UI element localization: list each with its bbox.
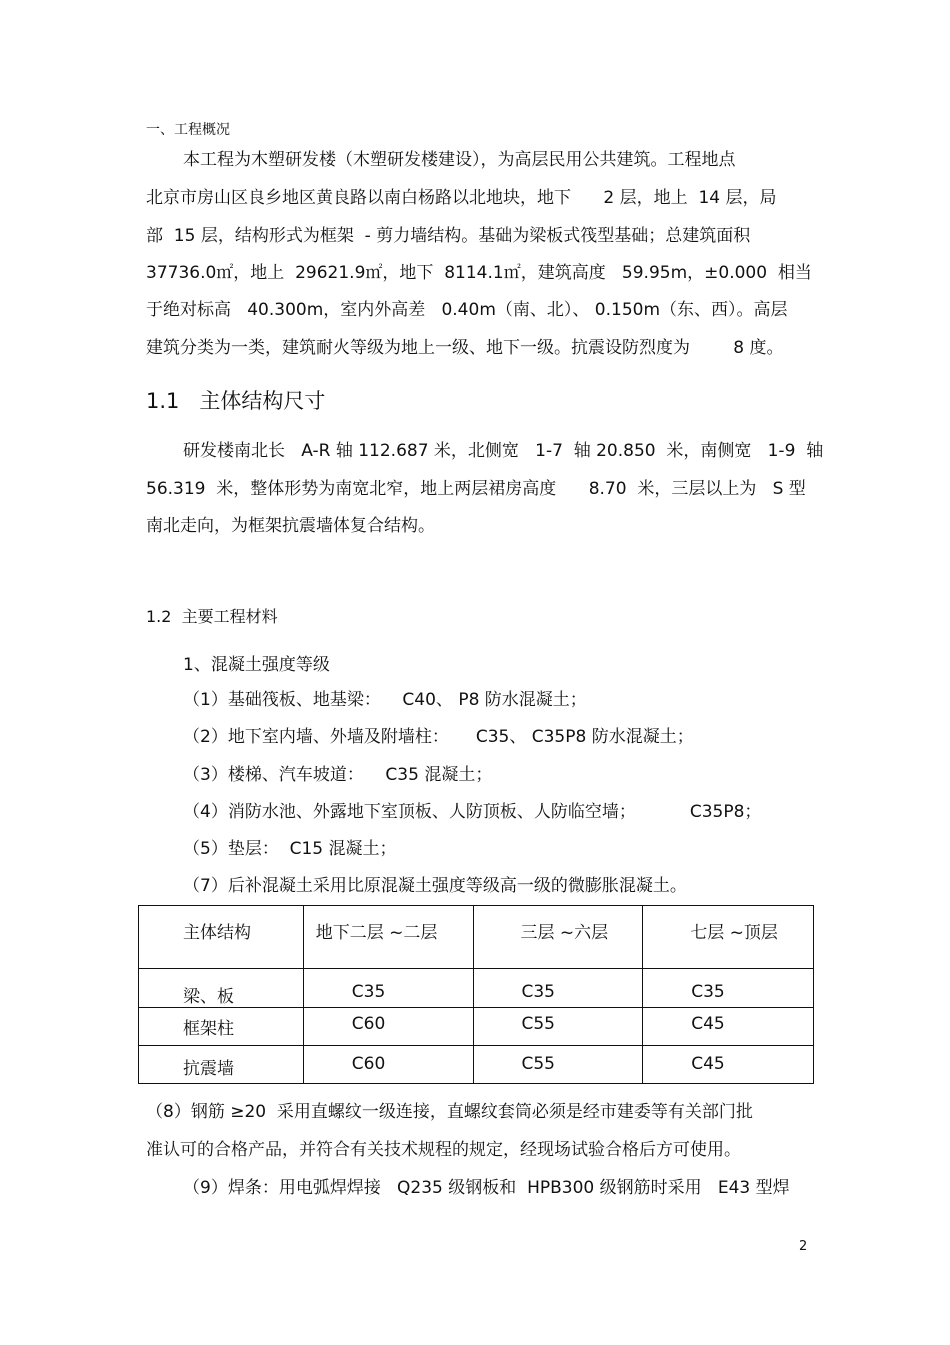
table-header-row (139, 906, 814, 969)
materials-line: （2）地下室内墙、外墙及附墙柱： C35、 C35P8 防水混凝土； (183, 727, 694, 747)
table-cell: C60 (351, 1054, 386, 1074)
intro-line: 37736.0㎡，地上 29621.9㎡，地下 8114.1㎡，建筑高度 59.95m，±0.000 相当 (146, 263, 812, 283)
table-row (139, 1008, 814, 1046)
table-cell: C35 (691, 982, 725, 1002)
table-cell: C45 (691, 1054, 725, 1074)
heading-1-1: 1.1 主体结构尺寸 (146, 389, 326, 413)
concrete-grade-table (138, 905, 814, 1084)
page-number: 2 (799, 1239, 808, 1254)
table-cell: C35 (351, 982, 386, 1002)
table-cell: C55 (521, 1014, 556, 1034)
after-table-line: 准认可的合格产品，并符合有关技术规程的规定，经现场试验合格后方可使用。 (146, 1140, 741, 1160)
table-row (139, 969, 814, 1008)
table-header-cell: 三层 ~六层 (520, 923, 609, 943)
materials-line: （3）楼梯、汽车坡道： C35 混凝土； (183, 765, 493, 785)
table-cell: C60 (351, 1014, 386, 1034)
materials-line: （5）垫层： C15 混凝土； (183, 839, 397, 859)
intro-line: 北京市房山区良乡地区黄良路以南白杨路以北地块，地下 2 层，地上 14 层，局 (146, 188, 777, 208)
after-table-line: （8）钢筋 ≥20 采用直螺纹一级连接，直螺纹套筒必须是经市建委等有关部门批 (146, 1102, 753, 1122)
intro-line: 建筑分类为一类，建筑耐火等级为地上一级、地下一级。抗震设防烈度为 8 度。 (146, 338, 784, 358)
intro-line: 部 15 层，结构形式为框架 - 剪力墙结构。基础为梁板式筏型基础；总建筑面积 (146, 226, 751, 246)
after-table-line: （9）焊条：用电弧焊焊接 Q235 级钢板和 HPB300 级钢筋时采用 E43 型焊 (183, 1178, 790, 1198)
dimension-line: 56.319 米，整体形势为南宽北窄，地上两层裙房高度 8.70 米，三层以上为 S 型 (146, 479, 806, 499)
table-header-cell: 七层 ~顶层 (690, 923, 778, 943)
table-header-cell: 主体结构 (183, 923, 251, 943)
section-title: 一、工程概况 (146, 122, 230, 138)
materials-line: 1、混凝土强度等级 (183, 655, 330, 675)
table-cell: C55 (521, 1054, 556, 1074)
table-cell: 抗震墙 (183, 1059, 234, 1079)
dimension-line: 南北走向，为框架抗震墙体复合结构。 (146, 516, 435, 536)
materials-line: （4）消防水池、外露地下室顶板、人防顶板、人防临空墙； C35P8； (183, 802, 762, 822)
table-cell: C45 (691, 1014, 725, 1034)
intro-line: 本工程为木塑研发楼（木塑研发楼建设），为高层民用公共建筑。工程地点 (183, 150, 736, 170)
table-cell: C35 (521, 982, 556, 1002)
materials-line: （7）后补混凝土采用比原混凝土强度等级高一级的微膨胀混凝土。 (183, 876, 687, 896)
table-row (139, 1046, 814, 1084)
table-header-cell: 地下二层 ~二层 (315, 923, 438, 943)
heading-1-2: 1.2 主要工程材料 (146, 607, 278, 626)
materials-line: （1）基础筏板、地基梁： C40、 P8 防水混凝土； (183, 690, 587, 710)
table-cell: 框架柱 (183, 1019, 234, 1039)
dimension-line: 研发楼南北长 A-R 轴 112.687 米，北侧宽 1-7 轴 20.850 米，南侧宽 1-9 轴 (183, 441, 824, 461)
table-cell: 梁、板 (183, 987, 234, 1007)
intro-line: 于绝对标高 40.300m，室内外高差 0.40m（南、北）、 0.150m（东、西）。高层 (146, 300, 788, 320)
